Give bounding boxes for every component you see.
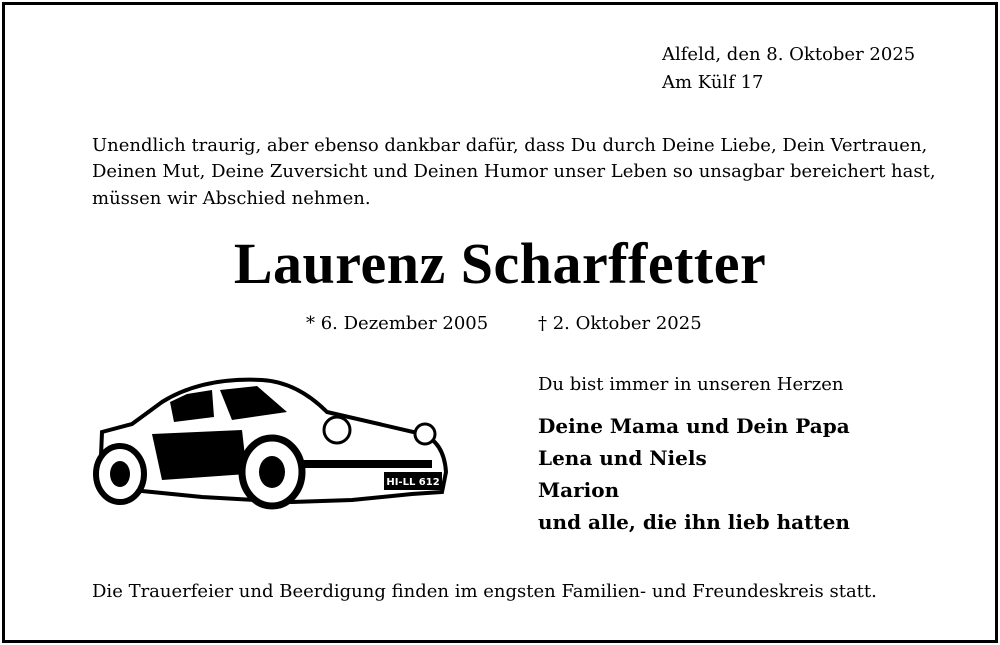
mourner-line: und alle, die ihn lieb hatten [538, 510, 850, 534]
death-date: † 2. Oktober 2025 [538, 313, 702, 334]
license-plate: HI-LL 612 [386, 477, 440, 488]
address: Am Külf 17 [662, 72, 764, 93]
birth-date: * 6. Dezember 2005 [306, 313, 489, 334]
funeral-note: Die Trauerfeier und Beerdigung finden im engsten Familien- und Freundeskreis statt. [92, 581, 877, 602]
mourner-line: Deine Mama und Dein Papa [538, 414, 850, 438]
intro-line: Unendlich traurig, aber ebenso dankbar dafür, dass Du durch Deine Liebe, Dein Vertrauen, [92, 135, 928, 156]
intro-line: Deinen Mut, Deine Zuversicht und Deinen Humor unser Leben so unsagbar bereichert hast, [92, 161, 936, 182]
intro-line: müssen wir Abschied nehmen. [92, 188, 371, 209]
car-illustration [92, 372, 452, 512]
mourner-line: Lena und Niels [538, 446, 707, 470]
notice-frame [2, 2, 998, 643]
deceased-name: Laurenz Scharffetter [233, 231, 767, 296]
place-date: Alfeld, den 8. Oktober 2025 [662, 44, 916, 65]
motto: Du bist immer in unseren Herzen [538, 374, 844, 395]
mourner-line: Marion [538, 478, 620, 502]
